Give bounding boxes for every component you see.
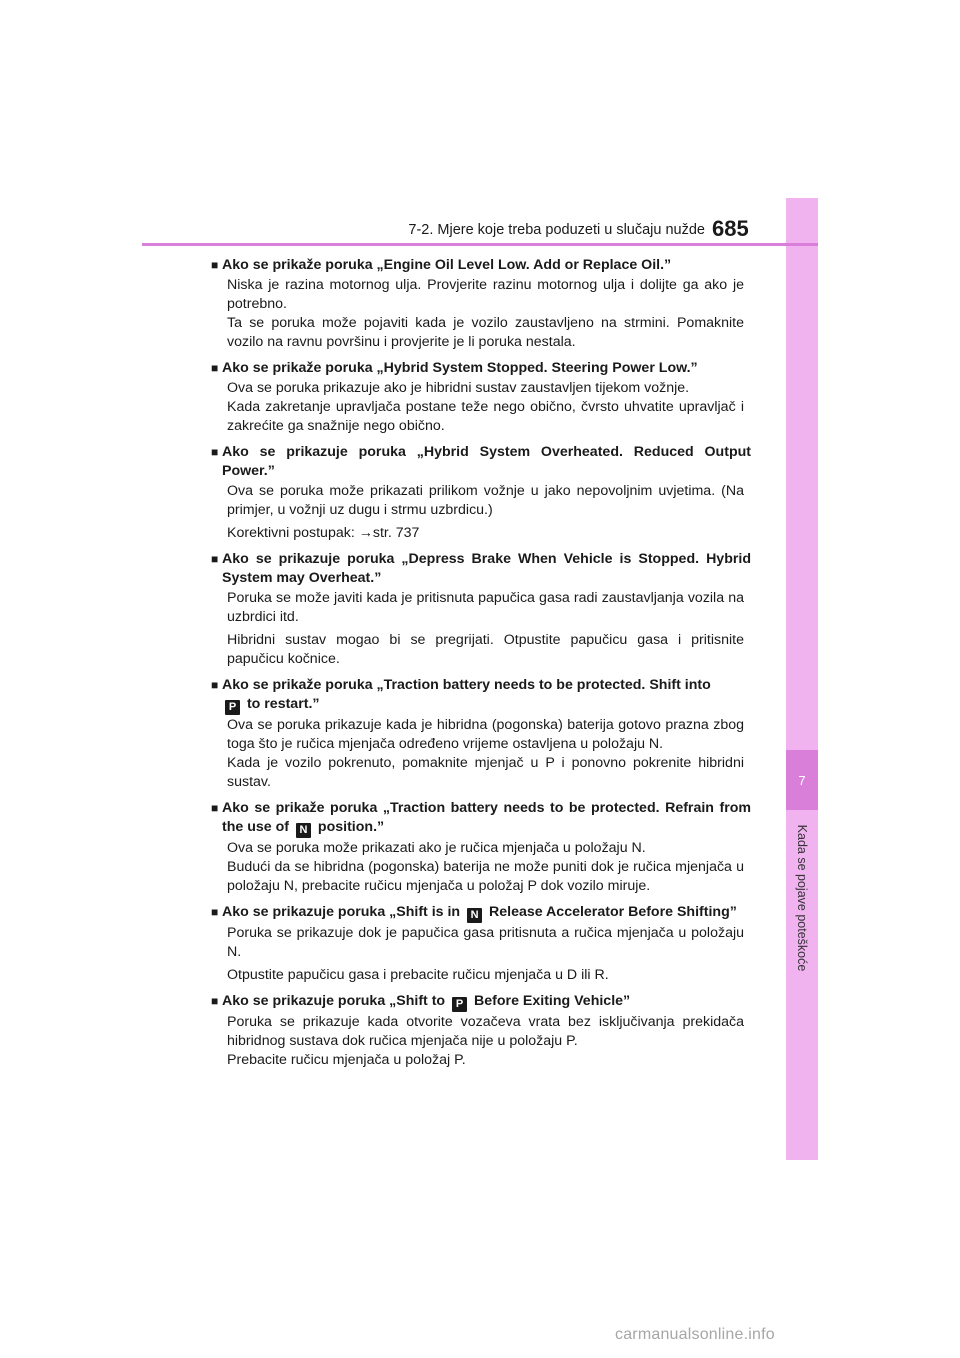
section-depress-brake xyxy=(211,550,751,669)
section-title: ■ Ako se prikaže poruka „Engine Oil Level Low. Add or Replace Oil.” xyxy=(211,257,672,273)
paragraph: Otpustite papučicu gasa i prebacite ručicu mjenjača u D ili R. xyxy=(227,967,609,983)
section-title: ■ Ako se prikaže poruka „Hybrid System Stopped. Steering Power Low.” xyxy=(211,360,698,376)
page-number: 685 xyxy=(712,216,749,241)
section-title: ■ Ako se prikazuje poruka „Shift is in N Release Accelerator Before Shifting” xyxy=(211,904,737,921)
square-bullet-icon: ■ xyxy=(211,905,219,919)
paragraph: Ova se poruka prikazuje kada je hibridna (pogonska) baterija gotovo prazna zbog toga što je ručica mjenjača određeno vrijeme ostavljena u položaju N. Kada je vozilo pokrenuto, pomaknite mjenjač u P i ponovno pokrenite hibridni sustav. xyxy=(227,717,744,790)
section-header-title: 7-2. Mjere koje treba poduzeti u slučaju nužde xyxy=(408,222,705,238)
chapter-side-tab xyxy=(786,198,818,1160)
corrective-action: Korektivni postupak: →str. 737 xyxy=(227,525,420,541)
neutral-position-icon: N xyxy=(296,823,311,838)
square-bullet-icon: ■ xyxy=(211,801,219,815)
paragraph: Ova se poruka može prikazati prilikom vožnje u jako nepovoljnim uvjetima. (Na primjer, u vožnji uz dugu i strmu uzbrdicu.) xyxy=(227,483,744,518)
square-bullet-icon: ■ xyxy=(211,445,219,459)
paragraph: Niska je razina motornog ulja. Provjerite razinu motornog ulja i dolijte ga ako je potrebno. Ta se poruka može pojaviti kada je vozilo zaustavljeno na strmini. Pomaknite vozilo na ravnu površinu i provjerite je li poruka nestala. xyxy=(227,277,744,350)
section-hybrid-stopped xyxy=(211,359,751,436)
square-bullet-icon: ■ xyxy=(211,994,219,1008)
square-bullet-icon: ■ xyxy=(211,552,219,566)
section-title: ■ Ako se prikazuje poruka „Shift to P Before Exiting Vehicle” xyxy=(211,993,631,1010)
park-position-icon: P xyxy=(225,700,240,715)
square-bullet-icon: ■ xyxy=(211,678,219,692)
section-title: ■ Ako se prikazuje poruka „Depress Brake When Vehicle is Stopped. Hybrid System may Overheat.” xyxy=(211,551,751,586)
section-title: ■ Ako se prikazuje poruka „Hybrid System Overheated. Reduced Output Power.” xyxy=(211,444,751,479)
paragraph: Poruka se prikazuje kada otvorite vozačeva vrata bez isključivanja prekidača hibridnog sustava dok ručica mjenjača nije u položaju P. Prebacite ručicu mjenjača u položaj P. xyxy=(227,1014,744,1068)
page-content xyxy=(211,256,751,1077)
neutral-position-icon: N xyxy=(467,908,482,923)
paragraph: Poruka se može javiti kada je pritisnuta papučica gasa radi zaustavljanja vozila na uzbrdici itd. xyxy=(227,590,744,625)
header-rule xyxy=(142,243,818,246)
paragraph: Hibridni sustav mogao bi se pregrijati. Otpustite papučicu gasa i pritisnite papučicu kočnice. xyxy=(227,632,744,667)
section-shift-to-p xyxy=(211,992,751,1070)
park-position-icon: P xyxy=(452,997,467,1012)
paragraph: Ova se poruka prikazuje ako je hibridni sustav zaustavljen tijekom vožnje. Kada zakretanje upravljača postane teže nego obično, čvrsto uhvatite upravljač i zakrećite ga snažnije nego obično. xyxy=(227,380,744,434)
section-oil-level xyxy=(211,256,751,352)
paragraph: Poruka se prikazuje dok je papučica gasa pritisnuta a ručica mjenjača u položaju N. xyxy=(227,925,744,960)
square-bullet-icon: ■ xyxy=(211,258,219,272)
site-watermark: carmanualsonline.info xyxy=(615,1326,775,1343)
section-traction-battery-refrain xyxy=(211,799,751,896)
square-bullet-icon: ■ xyxy=(211,361,219,375)
section-title: ■ Ako se prikaže poruka „Traction battery needs to be protected. Refrain from the use of N position.” xyxy=(211,800,751,836)
section-shift-is-in-n xyxy=(211,903,751,985)
section-hybrid-overheated xyxy=(211,443,751,543)
chapter-number-badge: 7 xyxy=(786,750,818,810)
section-title: ■ Ako se prikaže poruka „Traction battery needs to be protected. Shift into P to restart.” xyxy=(211,677,711,713)
chapter-title-vertical: Kada se pojave poteškoće xyxy=(795,824,809,972)
paragraph: Ova se poruka može prikazati ako je ručica mjenjača u položaju N. Budući da se hibridna (pogonska) baterija ne može puniti dok je ručica mjenjača u položaju N, prebacite ručicu mjenjača u položaj P dok vozilo miruje. xyxy=(227,840,744,894)
section-traction-battery-restart xyxy=(211,676,751,792)
